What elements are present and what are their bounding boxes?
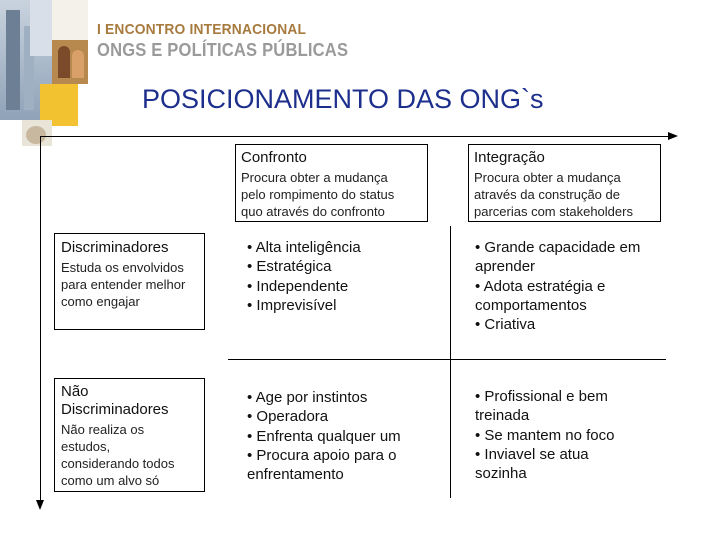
event-name-line2: ONGS E POLÍTICAS PÚBLICAS [97, 40, 349, 60]
list-item: aprender [475, 258, 536, 276]
row-description: Estuda os envolvidos para entender melhor como engajar [61, 260, 186, 309]
row-description: Não realiza os estudos, considerando todos como um alvo só [61, 422, 175, 488]
list-item: sozinha [475, 465, 527, 483]
column-description: Procura obter a mudança através da construção de parcerias com stakeholders [474, 170, 633, 219]
row-header-nao-discriminadores [54, 378, 205, 492]
list-item: • Imprevisível [247, 296, 337, 314]
column-header-integracao [468, 144, 661, 222]
list-item: • Criativa [475, 316, 536, 334]
quadrant-discriminadores-integracao [475, 238, 640, 334]
list-item: • Adota estratégia e [475, 277, 606, 295]
event-logo-collage [0, 0, 88, 146]
column-description: Procura obter a mudança pelo rompimento do status quo através do confronto [241, 170, 395, 219]
quadrant-nao-discriminadores-integracao [475, 387, 615, 483]
list-item: treinada [475, 407, 530, 425]
list-item: • Operadora [247, 408, 329, 426]
quadrant-nao-discriminadores-confronto [247, 388, 401, 484]
row-title: Discriminadores [61, 239, 169, 256]
quadrant-discriminadores-confronto [247, 238, 361, 315]
arrow-down-icon [36, 500, 44, 510]
arrow-right-icon [668, 132, 678, 140]
event-name-line1: I ENCONTRO INTERNACIONAL [97, 21, 307, 38]
list-item: • Alta inteligência [247, 239, 361, 256]
slide-title: POSICIONAMENTO DAS ONG`s [142, 84, 544, 114]
list-item: • Estratégica [247, 258, 332, 276]
quadrant-divider-vertical [450, 226, 451, 498]
vertical-axis [40, 136, 41, 502]
row-header-discriminadores [54, 233, 205, 330]
list-item: • Procura apoio para o [247, 446, 397, 464]
list-item: • Se mantem no foco [475, 426, 615, 444]
column-header-confronto [235, 144, 428, 222]
list-item: • Inviavel se atua [475, 445, 589, 463]
list-item: • Enfrenta qualquer um [247, 427, 401, 445]
list-item: • Age por instintos [247, 389, 368, 406]
list-item: enfrentamento [247, 466, 344, 484]
column-title: Integração [474, 149, 545, 166]
row-title: Não Discriminadores [61, 383, 169, 418]
quadrant-divider-horizontal [228, 359, 666, 360]
horizontal-axis [40, 136, 668, 137]
list-item: • Independente [247, 277, 349, 295]
list-item: comportamentos [475, 296, 587, 314]
list-item: • Profissional e bem [475, 388, 608, 405]
column-title: Confronto [241, 149, 307, 166]
list-item: • Grande capacidade em [475, 239, 641, 256]
